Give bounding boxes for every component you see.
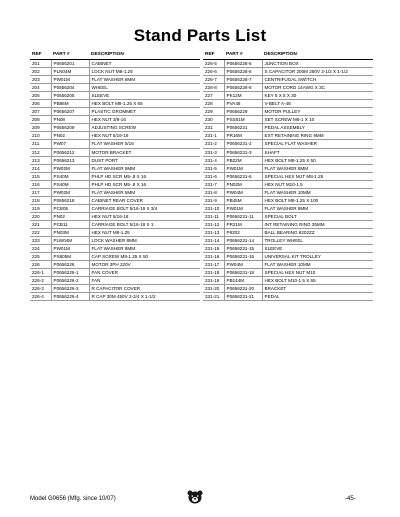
part-number-cell: PB144M [224,277,262,285]
ref-cell: 219 [30,204,51,212]
description-cell: HEX NUT 5/16-18 [89,212,200,220]
description-cell: BRACKET [262,285,373,293]
table-row [203,92,373,100]
table-row [30,220,200,228]
description-cell: UNIVERSAL KIT TROLLEY [262,253,373,261]
table-row [203,132,373,140]
part-number-cell: PB86M [51,100,89,108]
ref-cell: 212 [30,148,51,156]
description-cell: SLEEVE [262,245,373,253]
ref-cell: 231-11 [203,212,224,220]
description-cell: HEX BOLT M10-1.5 X 55 [262,277,373,285]
description-cell: CAP SCREW M8-1.25 X 50 [89,253,200,261]
ref-cell: 201 [30,60,51,68]
part-number-cell: P0656231-21 [224,293,262,301]
table-row [30,188,200,196]
description-cell: HEX NUT 3/8-16 [89,116,200,124]
description-cell: TROLLEY WHEEL [262,237,373,245]
table-row [203,285,373,293]
table-row [30,92,200,100]
table-row [203,293,373,301]
ref-cell: 213 [30,156,51,164]
part-number-cell: P0656226-8 [224,84,262,92]
part-number-cell: P0656226-2 [51,277,89,285]
description-cell: PEDAL ASSEMBLY [262,124,373,132]
ref-cell: 231-8 [203,188,224,196]
ref-cell: 208 [30,116,51,124]
description-cell: SHAFT [262,148,373,156]
part-number-cell: P6202 [224,228,262,236]
part-number-cell: PN02 [51,132,89,140]
parts-table-left [30,51,200,301]
part-number-cell: P0656226-5 [224,60,262,68]
description-cell: INT RETAINING RING 35MM [262,220,373,228]
part-number-cell: PCB05 [51,204,89,212]
description-cell: FLAT WASHER 10MM [262,261,373,269]
description-cell: FLAT WASHER 5/16 [89,140,200,148]
part-header: PART # [224,51,262,60]
ref-cell: 231-13 [203,228,224,236]
table-row [30,172,200,180]
part-number-cell: PW01M [224,204,262,212]
table-row [203,245,373,253]
part-number-cell: P0656213 [51,156,89,164]
table-row [30,68,200,76]
description-cell: HEX BOLT M8-1.25 X 65 [89,100,200,108]
part-number-cell: P0656209 [51,124,89,132]
table-row [30,212,200,220]
ref-cell: 223 [30,237,51,245]
table-row [30,148,200,156]
description-cell: MOTOR PULLEY [262,108,373,116]
part-number-cell: P0656226 [51,261,89,269]
table-row [203,188,373,196]
description-cell: CABINET REAR COVER [89,196,200,204]
table-row [203,164,373,172]
part-number-cell: P0656226-3 [51,285,89,293]
part-number-cell: P0656201 [51,60,89,68]
table-row [30,164,200,172]
description-cell: KEY 5 X 5 X 30 [262,92,373,100]
part-number-cell: PB45M [224,196,262,204]
table-row [203,196,373,204]
table-row [203,172,373,180]
part-number-cell: PS40M [51,180,89,188]
parts-table-right [203,51,373,301]
part-number-cell: P0656226-6 [224,68,262,76]
table-row [30,228,200,236]
table-header-row [203,51,373,60]
page-number: -45- [345,496,356,502]
part-number-cell: P0656229 [224,108,262,116]
table-row [203,108,373,116]
part-number-cell: PLN04M [51,68,89,76]
ref-cell: 231-10 [203,204,224,212]
table-row [30,261,200,269]
description-cell: HEX NUT M8-1.25 [89,228,200,236]
description-cell: MOTOR CORD 14AWG X 3C [262,84,373,92]
part-number-cell: P0656218 [51,196,89,204]
part-number-cell: P0656231-18 [224,269,262,277]
ref-cell: 211 [30,140,51,148]
part-number-cell: PN02 [51,212,89,220]
part-number-cell: P0656231-20 [224,285,262,293]
description-cell: FLAT WASHER 8MM [262,204,373,212]
table-row [203,84,373,92]
part-number-cell: PN08 [51,116,89,124]
part-number-cell: PS805M [51,253,89,261]
part-number-cell: P0656231-16 [224,253,262,261]
ref-cell: 231 [203,124,224,132]
table-row [30,196,200,204]
table-row [30,156,200,164]
part-number-cell: P0656231 [224,124,262,132]
part-header: PART # [51,51,89,60]
ref-cell: 209 [30,124,51,132]
table-row [203,277,373,285]
table-row [30,204,200,212]
description-cell: EXT RETAINING RING 9MM [262,132,373,140]
ref-cell: 231-2 [203,140,224,148]
description-cell: CARRIAGE BOLT 5/16-18 X 1 [89,220,200,228]
description-cell: CENTRIFUGAL SWITCH [262,76,373,84]
table-row [203,204,373,212]
description-cell: FLAT WASHER 8MM [89,76,200,84]
part-number-cell: P0656226-1 [51,269,89,277]
part-number-cell: PN03M [51,228,89,236]
ref-cell: 215 [30,172,51,180]
part-number-cell: PW02M [51,188,89,196]
table-row [30,180,200,188]
description-cell: SPECIAL FLAT WASHER [262,140,373,148]
part-number-cell: PW04M [224,188,262,196]
ref-cell: 207 [30,108,51,116]
table-row [30,237,200,245]
table-row [203,148,373,156]
ref-cell: 203 [30,76,51,84]
ref-cell: 231-9 [203,196,224,204]
bear-head-icon [187,490,203,504]
description-cell: SPECIAL HEX NUT M10 [262,269,373,277]
description-cell: FLAT WASHER 8MM [89,245,200,253]
ref-cell: 231-21 [203,293,224,301]
table-row [203,124,373,132]
description-cell: PHLP HD SCR M5-.8 X 16 [89,172,200,180]
part-number-cell: PW02M [51,164,89,172]
ref-cell: 218 [30,196,51,204]
table-row [203,156,373,164]
part-number-cell: P0656212 [51,148,89,156]
table-header-row [30,51,200,60]
part-number-cell: PW07 [51,140,89,148]
part-number-cell: P0656231-6 [224,172,262,180]
ref-cell: 231-3 [203,148,224,156]
part-number-cell: P0656205 [51,92,89,100]
description-cell: DUST PORT [89,156,200,164]
part-number-cell: PVA48 [224,100,262,108]
ref-cell: 231-7 [203,180,224,188]
ref-cell: 231-14 [203,237,224,245]
footer-model: Model G0656 (Mfg. since 10/07) [30,496,116,502]
ref-cell: 205 [30,92,51,100]
description-cell: JUNCTION BOX [262,60,373,68]
description-cell: R CAPACITOR COVER [89,285,200,293]
table-row [203,261,373,269]
part-number-cell: PB22M [224,156,262,164]
description-cell: ADJUSTING SCREW [89,124,200,132]
table-row [203,180,373,188]
table-row [30,100,200,108]
part-number-cell: PW01M [51,245,89,253]
description-cell: HEX NUT M10-1.5 [262,180,373,188]
ref-cell: 210 [30,132,51,140]
ref-cell: 231-12 [203,220,224,228]
description-cell: CARRIAGE BOLT 5/16-18 X 3/4 [89,204,200,212]
table-row [30,60,200,68]
table-row [203,76,373,84]
ref-cell: 216 [30,180,51,188]
ref-cell: 220 [30,212,51,220]
description-cell: SLEEVE [89,92,200,100]
ref-cell: 217 [30,188,51,196]
part-number-cell: PLW04M [51,237,89,245]
table-row [203,220,373,228]
ref-header: REF [203,51,224,60]
part-number-cell: PR21M [224,220,262,228]
part-number-cell: PW01M [224,164,262,172]
ref-cell: 228 [203,100,224,108]
description-cell: MOTOR 3PH 220V [89,261,200,269]
table-row [30,116,200,124]
ref-cell: 230 [203,116,224,124]
table-row [203,116,373,124]
part-number-cell: P0656231-11 [224,212,262,220]
description-cell: SPECIAL HEX NUT M8-1.25 [262,172,373,180]
description-cell: FAN [89,277,200,285]
part-number-cell: P0656231-14 [224,237,262,245]
part-number-cell: P0656231-15 [224,245,262,253]
table-row [203,228,373,236]
ref-cell: 226-6 [203,68,224,76]
ref-cell: 231-19 [203,277,224,285]
part-number-cell: P0656231-2 [224,140,262,148]
description-cell: LOCK NUT M8-1.25 [89,68,200,76]
table-row [30,285,200,293]
table-row [30,132,200,140]
description-cell: CABINET [89,60,200,68]
part-number-cell: P0656207 [51,108,89,116]
part-number-cell: P0656231-3 [224,148,262,156]
ref-cell: 226-5 [203,60,224,68]
ref-cell: 204 [30,84,51,92]
ref-cell: 226 [30,261,51,269]
table-row [30,293,200,301]
table-row [203,100,373,108]
ref-cell: 231-4 [203,156,224,164]
table-row [30,277,200,285]
description-cell: FAN COVER [89,269,200,277]
description-cell: PLASTIC GROMMET [89,108,200,116]
table-row [203,253,373,261]
description-cell: MOTOR BRACKET [89,148,200,156]
ref-cell: 224 [30,245,51,253]
ref-header: REF [30,51,51,60]
part-number-cell: P0656226-4 [51,293,89,301]
ref-cell: 226-4 [30,293,51,301]
part-number-cell: PS40M [51,172,89,180]
table-row [203,140,373,148]
part-number-cell: PR16M [224,132,262,140]
ref-cell: 225 [30,253,51,261]
description-cell: HEX NUT 5/16-18 [89,132,200,140]
description-cell: PHLP HD SCR M5-.8 X 16 [89,180,200,188]
ref-cell: 231-1 [203,132,224,140]
table-row [30,76,200,84]
table-row [30,245,200,253]
part-number-cell: PK12M [224,92,262,100]
ref-cell: 221 [30,220,51,228]
description-cell: PEDAL [262,293,373,301]
description-cell: FLAT WASHER 5MM [89,188,200,196]
part-number-cell: PCB11 [51,220,89,228]
page-title: Stand Parts List [133,26,267,45]
description-cell: HEX BOLT M8-1.25 X 100 [262,196,373,204]
description-cell: SET SCREW M6-1 X 10 [262,116,373,124]
part-number-cell: PSS01M [224,116,262,124]
table-row [30,253,200,261]
part-number-cell: P0656204 [51,84,89,92]
ref-cell: 226-3 [30,285,51,293]
description-header: DESCRIPTION [262,51,373,60]
table-row [30,84,200,92]
ref-cell: 206 [30,100,51,108]
ref-cell: 231-16 [203,253,224,261]
description-cell: HEX BOLT M8-1.25 X 50 [262,156,373,164]
ref-cell: 231-18 [203,269,224,277]
part-number-cell: PW04M [224,261,262,269]
ref-cell: 227 [203,92,224,100]
description-cell: V-BELT A-48 [262,100,373,108]
ref-cell: 226-1 [30,269,51,277]
ref-cell: 222 [30,228,51,236]
description-cell: LOCK WASHER 8MM [89,237,200,245]
ref-cell: 226-8 [203,84,224,92]
table-row [203,212,373,220]
table-row [30,140,200,148]
description-cell: BALL BEARING 6202ZZ [262,228,373,236]
ref-cell: 229 [203,108,224,116]
ref-cell: 231-5 [203,164,224,172]
ref-cell: 231-15 [203,245,224,253]
table-row [30,269,200,277]
table-row [203,60,373,68]
table-row [30,124,200,132]
description-cell: WHEEL [89,84,200,92]
table-row [30,108,200,116]
ref-cell: 226-7 [203,76,224,84]
ref-cell: 214 [30,164,51,172]
description-cell: SPECIAL BOLT [262,212,373,220]
table-row [203,68,373,76]
ref-cell: 226-2 [30,277,51,285]
description-cell: FLAT WASHER 5MM [89,164,200,172]
ref-cell: 231-6 [203,172,224,180]
ref-cell: 231-17 [203,261,224,269]
ref-cell: 231-20 [203,285,224,293]
part-number-cell: PW01M [51,76,89,84]
table-row [203,269,373,277]
ref-cell: 202 [30,68,51,76]
description-header: DESCRIPTION [89,51,200,60]
description-cell: R CAP 30M 450V 2-3/4 X 1-1/2 [89,293,200,301]
description-cell: S CAPACITOR 200M 250V 3-1/2 X 1-1/2 [262,68,373,76]
table-row [203,237,373,245]
description-cell: FLAT WASHER 10MM [262,188,373,196]
description-cell: FLAT WASHER 8MM [262,164,373,172]
part-number-cell: P0656226-7 [224,76,262,84]
part-number-cell: PN02M [224,180,262,188]
